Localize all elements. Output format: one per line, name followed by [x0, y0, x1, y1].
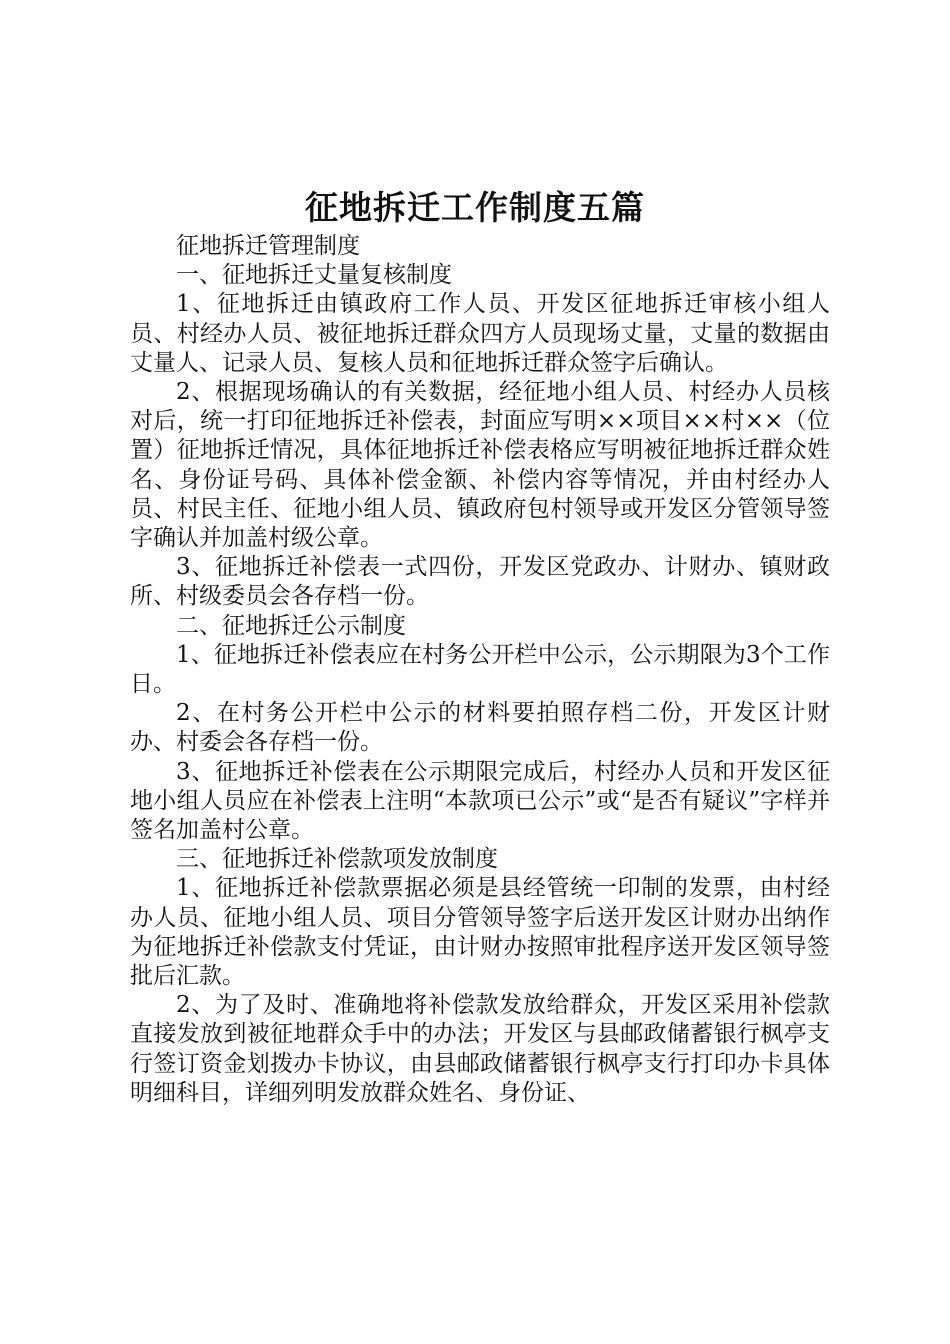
- paragraph: 征地拆迁管理制度: [176, 233, 360, 259]
- paragraph: 3、征地拆迁补偿表在公示期限完成后，村经办人员和开发区征地小组人员应在补偿表上注明“本款项已公示”或“是否有疑议”字样并签名加盖村公章。: [130, 758, 830, 844]
- paragraph: 1、征地拆迁补偿款票据必须是县经管统一印制的发票，由村经办人员、征地小组人员、项目分管领导签字后送开发区计财办出纳作为征地拆迁补偿款支付凭证，由计财办按照审批程序送开发区领导签批后汇款。: [130, 875, 830, 990]
- paragraph: 2、为了及时、准确地将补偿款发放给群众，开发区采用补偿款直接发放到被征地群众手中的办法；开发区与县邮政储蓄银行枫亭支行签订资金划拨办卡协议，由县邮政储蓄银行枫亭支行打印办卡具体明细科目，详细列明发放群众姓名、身份证、: [130, 992, 830, 1106]
- paragraph: 1、征地拆迁补偿表应在村务公开栏中公示，公示期限为3个工作日。: [130, 641, 830, 698]
- section-heading: 一、征地拆迁丈量复核制度: [176, 262, 452, 289]
- paragraph: 3、征地拆迁补偿表一式四份，开发区党政办、计财办、镇财政所、村级委员会各存档一份。: [130, 554, 830, 610]
- document-body: [130, 232, 830, 1108]
- paragraph: 2、在村务公开栏中公示的材料要拍照存档二份，开发区计财办、村委会各存档一份。: [130, 700, 830, 756]
- document-title: 征地拆迁工作制度五篇: [305, 188, 645, 227]
- section-heading: 三、征地拆迁补偿款项发放制度: [176, 846, 498, 873]
- section-heading: 二、征地拆迁公示制度: [176, 612, 406, 639]
- paragraph: 2、根据现场确认的有关数据，经征地小组人员、村经办人员核对后，统一打印征地拆迁补偿表，封面应写明××项目××村××（位置）征地拆迁情况，具体征地拆迁补偿表格应写明被征地拆迁群众姓名、身份证号码、具体补偿金额、补偿内容等情况，并由村经办人员、村民主任、征地小组人员、镇政府包村领导或开发区分管领导签字确认并加盖村级公章。: [130, 379, 830, 552]
- paragraph: 1、征地拆迁由镇政府工作人员、开发区征地拆迁审核小组人员、村经办人员、被征地拆迁群众四方人员现场丈量，丈量的数据由丈量人、记录人员、复核人员和征地拆迁群众签字后确认。: [130, 291, 830, 376]
